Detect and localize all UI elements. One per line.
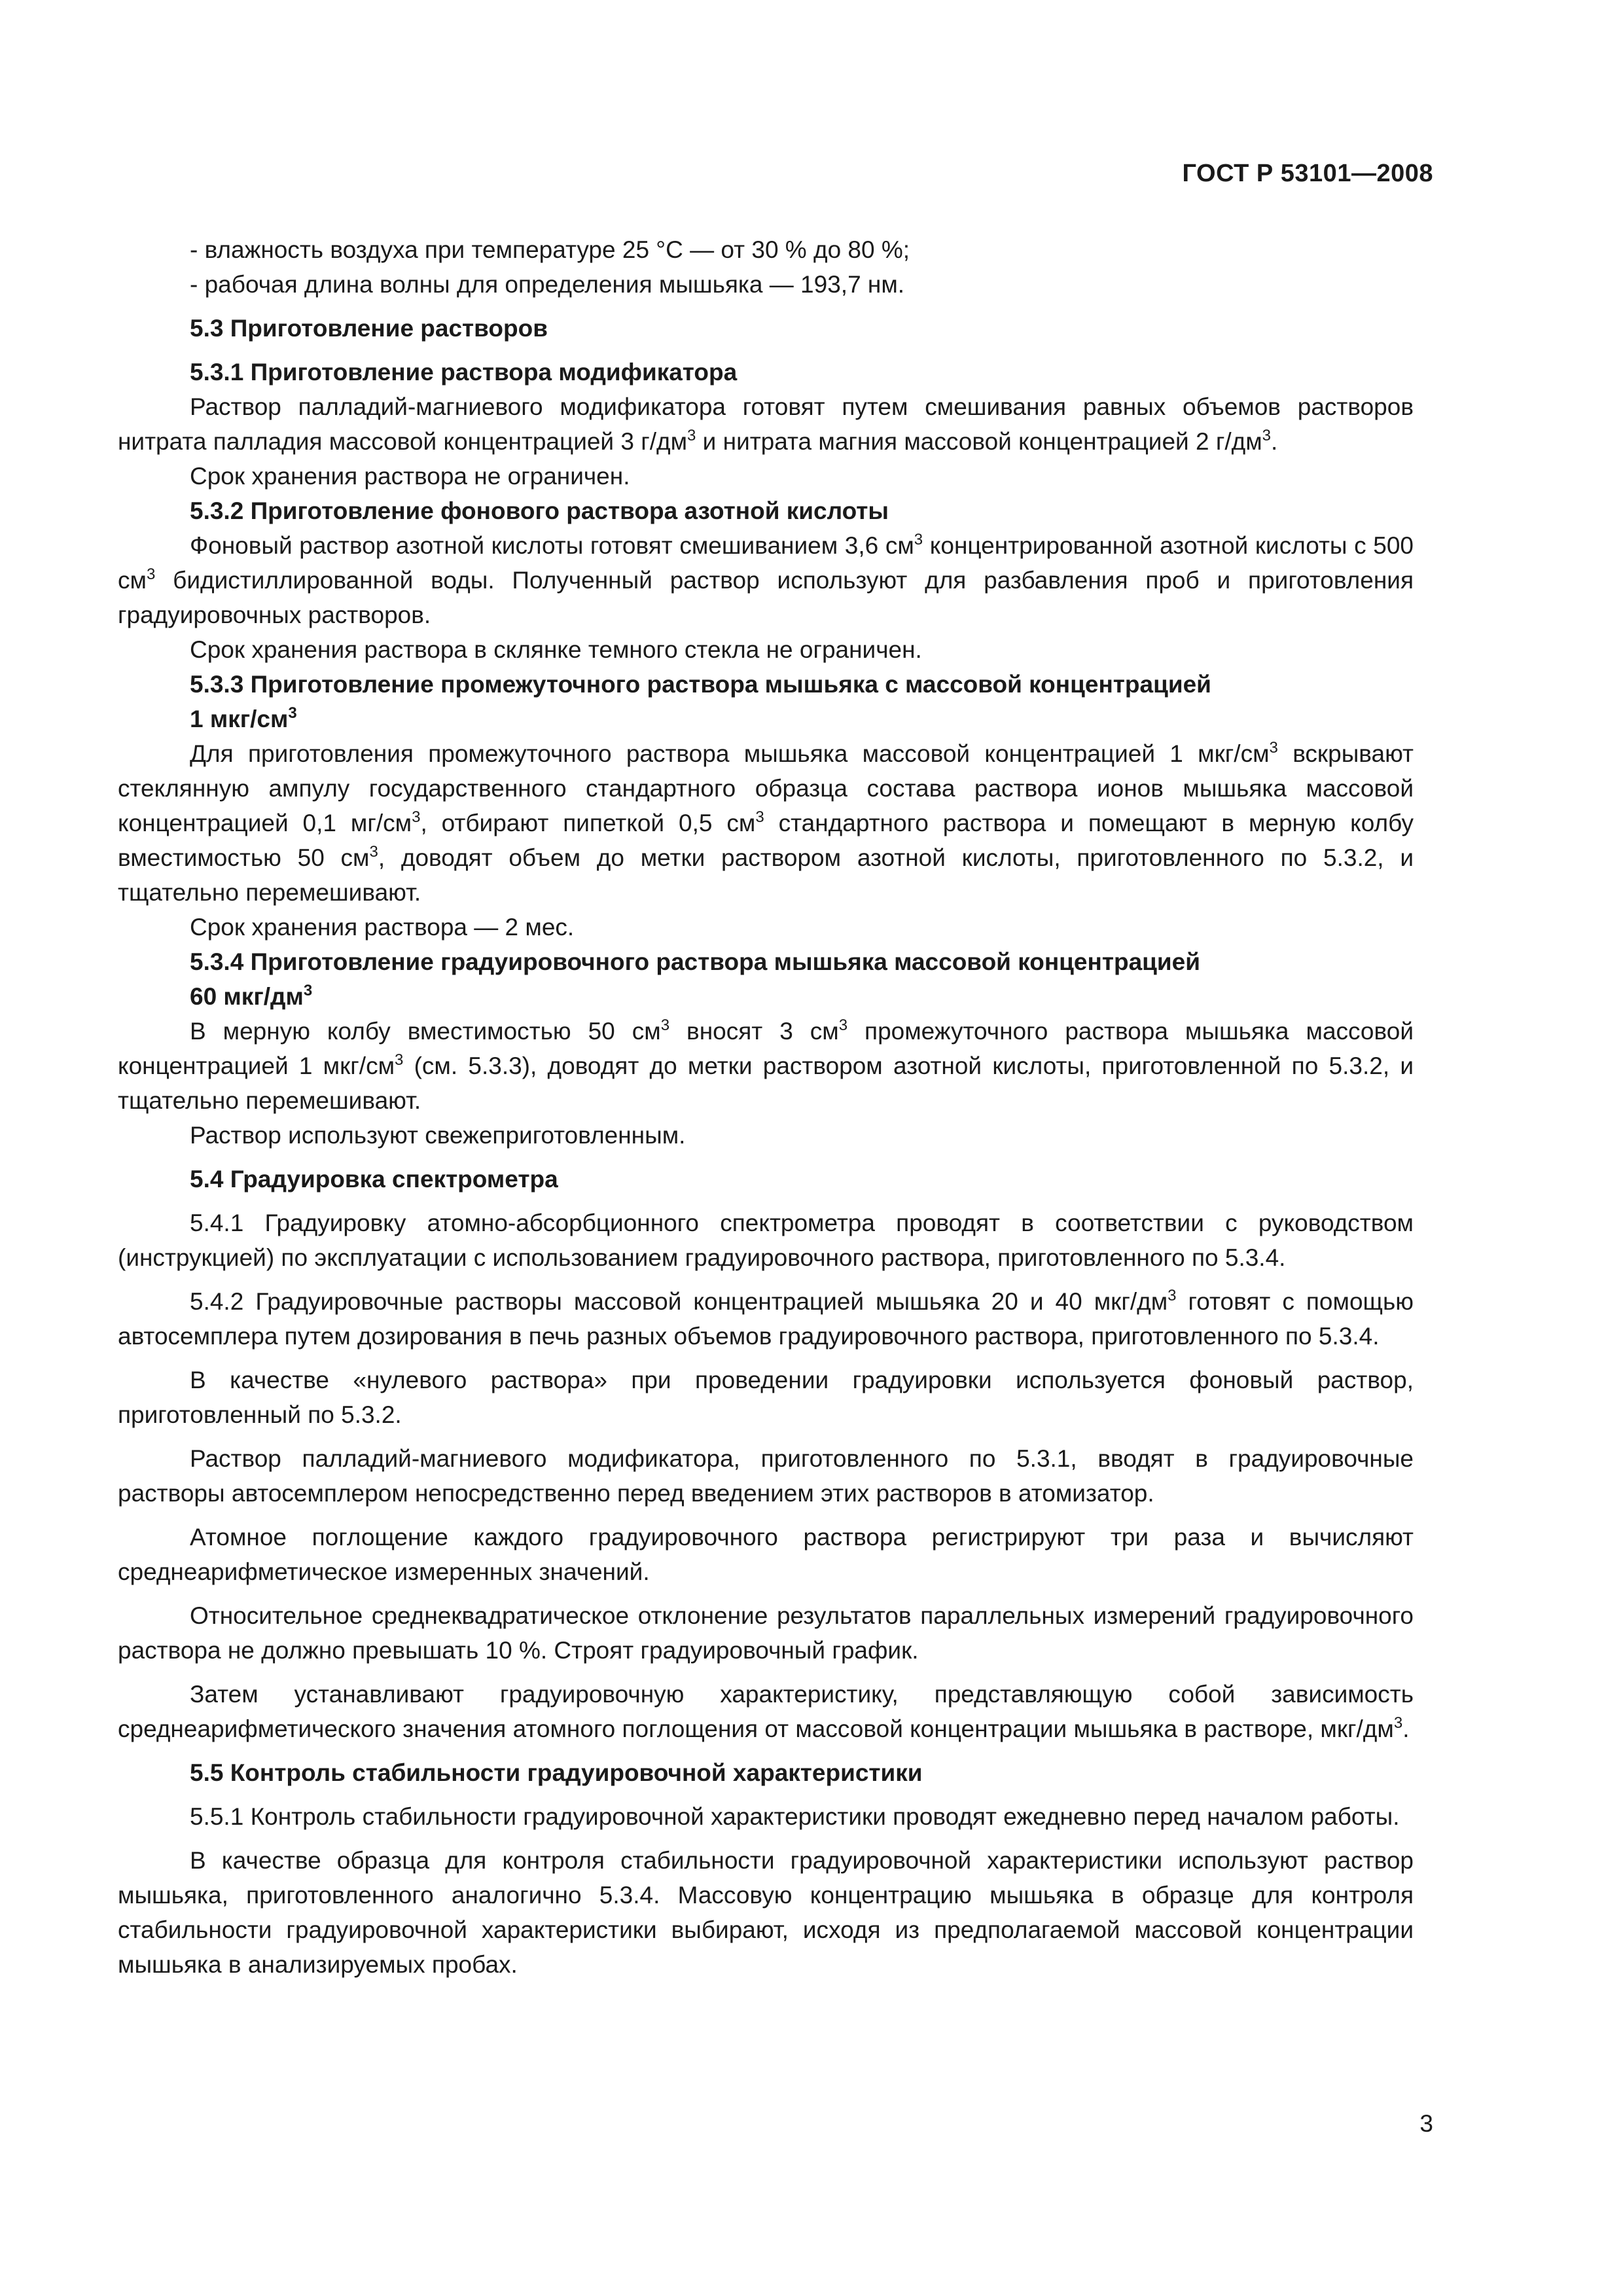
heading-5-5: 5.5 Контроль стабильности градуировочной характеристики	[190, 1759, 923, 1786]
text-run: стандартного раствора и помещают в мерную колбу вместимостью 50 см	[118, 810, 1414, 871]
paragraph-5-5-1: 5.5.1 Контроль стабильности градуировочной характеристики проводят ежедневно перед началом работы.	[190, 1803, 1400, 1830]
text-run: 5.4.2 Градуировочные растворы массовой концентрацией мышьяка 20 и 40 мкг/дм	[190, 1288, 1168, 1315]
superscript: 3	[838, 1016, 848, 1034]
heading-text: 60 мкг/дм	[190, 983, 304, 1010]
text-run: , доводят объем до метки раствором азотной кислоты, приготовленного по 5.3.2, и тщательно перемешивают.	[118, 844, 1414, 906]
document-id-header: ГОСТ Р 53101—2008	[1182, 160, 1433, 187]
heading-5-3-4	[118, 944, 1414, 1014]
text-run: В мерную колбу вместимостью 50 см	[190, 1018, 661, 1045]
text-run: Раствор палладий-магниевого модификатора готовят путем смешивания равных объемов растворов нитрата палладия массовой концентрацией 3 г/дм	[118, 393, 1414, 455]
heading-5-3-2: 5.3.2 Приготовление фонового раствора азотной кислоты	[190, 497, 889, 524]
text-run: Затем устанавливают градуировочную характеристику, представляющую собой зависимость среднеарифметического значения атомного поглощения от массовой концентрации мышьяка в растворе, мкг/дм	[118, 1681, 1414, 1742]
superscript: 3	[1262, 427, 1272, 444]
superscript: 3	[303, 982, 313, 999]
text-run: готовят с помощью автосемплера путем дозирования в печь разных объемов градуировочного раствора, приготовленного по 5.3.4.	[118, 1288, 1414, 1350]
paragraph-5-4-zero-solution: В качестве «нулевого раствора» при проведении градуировки используется фоновый раствор, приготовленный по 5.3.2.	[118, 1367, 1414, 1428]
document-body	[118, 232, 1414, 1982]
text-run: .	[1402, 1715, 1410, 1742]
paragraph-5-3-3-storage: Срок хранения раствора — 2 мес.	[190, 914, 575, 941]
superscript: 3	[914, 531, 923, 548]
paragraph-5-3-2-storage: Срок хранения раствора в склянке темного стекла не ограничен.	[190, 636, 922, 663]
superscript: 3	[660, 1016, 670, 1034]
text-run: вносят 3 см	[669, 1018, 839, 1045]
bullet-wavelength: - рабочая длина волны для определения мышьяка — 193,7 нм.	[190, 271, 905, 298]
superscript: 3	[395, 1051, 404, 1069]
heading-5-3: 5.3 Приготовление растворов	[190, 315, 548, 342]
paragraph-5-4-deviation: Относительное среднеквадратическое отклонение результатов параллельных измерений градуировочного раствора не должно превышать 10 %. Строят градуировочный график.	[118, 1602, 1414, 1664]
paragraph-5-4-characteristic	[118, 1677, 1414, 1746]
heading-5-3-3	[118, 667, 1414, 736]
heading-5-4: 5.4 Градуировка спектрометра	[190, 1166, 558, 1193]
superscript: 3	[412, 808, 421, 826]
text-run: бидистиллированной воды. Полученный раствор используют для разбавления проб и приготовления градуировочных растворов.	[118, 567, 1414, 628]
superscript: 3	[1269, 739, 1278, 757]
paragraph-5-5-sample: В качестве образца для контроля стабильности градуировочной характеристики используют раствор мышьяка, приготовленного аналогично 5.3.4. Массовую концентрацию мышьяка в образце для контроля стабильности градуировочной характеристики выбирают, исходя из предполагаемой массовой концентрации мышьяка в анализируемых пробах.	[118, 1847, 1414, 1978]
paragraph-5-4-1: 5.4.1 Градуировку атомно-абсорбционного спектрометра проводят в соответствии с руководством (инструкцией) по эксплуатации с использованием градуировочного раствора, приготовленного по 5.3.4.	[118, 1210, 1414, 1271]
superscript: 3	[1168, 1287, 1177, 1304]
superscript: 3	[1393, 1714, 1403, 1732]
text-run: (см. 5.3.3), доводят до метки раствором азотной кислоты, приготовленной по 5.3.2, и тщательно перемешивают.	[118, 1052, 1414, 1114]
text-run: вскрывают стеклянную ампулу государственного стандартного образца состава раствора ионов мышьяка массовой концентрацией 0,1 мг/см	[118, 740, 1414, 836]
superscript: 3	[288, 704, 297, 722]
text-run: Для приготовления промежуточного раствора мышьяка массовой концентрацией 1 мкг/см	[190, 740, 1270, 767]
paragraph-5-3-4	[118, 1014, 1414, 1118]
superscript: 3	[687, 427, 696, 444]
text-run: .	[1271, 428, 1278, 455]
heading-text: 5.3.4 Приготовление градуировочного раствора мышьяка массовой концентрацией	[190, 948, 1200, 975]
paragraph-5-4-2	[118, 1284, 1414, 1354]
text-run: Фоновый раствор азотной кислоты готовят смешиванием 3,6 см	[190, 532, 914, 559]
heading-text: 1 мкг/см	[190, 706, 289, 732]
text-run: и нитрата магния массовой концентрацией 2 г/дм	[696, 428, 1262, 455]
superscript: 3	[755, 808, 764, 826]
paragraph-5-4-absorption: Атомное поглощение каждого градуировочного раствора регистрируют три раза и вычисляют среднеарифметическое измеренных значений.	[118, 1524, 1414, 1585]
heading-5-3-1: 5.3.1 Приготовление раствора модификатора	[190, 359, 738, 386]
paragraph-5-3-4-usage: Раствор используют свежеприготовленным.	[190, 1122, 686, 1149]
heading-text: 5.3.3 Приготовление промежуточного раствора мышьяка с массовой концентрацией	[190, 671, 1211, 698]
paragraph-5-3-1-storage: Срок хранения раствора не ограничен.	[190, 463, 630, 490]
paragraph-5-4-modifier: Раствор палладий-магниевого модификатора, приготовленного по 5.3.1, вводят в градуировочные растворы автосемплером непосредственно перед введением этих растворов в атомизатор.	[118, 1445, 1414, 1507]
text-run: концентрированной азотной кислоты с 500 см	[118, 532, 1414, 594]
text-run: промежуточного раствора мышьяка массовой концентрацией 1 мкг/см	[118, 1018, 1414, 1079]
paragraph-5-3-2	[118, 528, 1414, 632]
paragraph-5-3-3	[118, 736, 1414, 910]
superscript: 3	[369, 843, 378, 861]
page-number: 3	[1419, 2110, 1433, 2137]
superscript: 3	[146, 565, 156, 583]
paragraph-5-3-1	[118, 389, 1414, 459]
bullet-humidity: - влажность воздуха при температуре 25 °С — от 30 % до 80 %;	[190, 236, 910, 263]
text-run: , отбирают пипеткой 0,5 см	[420, 810, 756, 836]
